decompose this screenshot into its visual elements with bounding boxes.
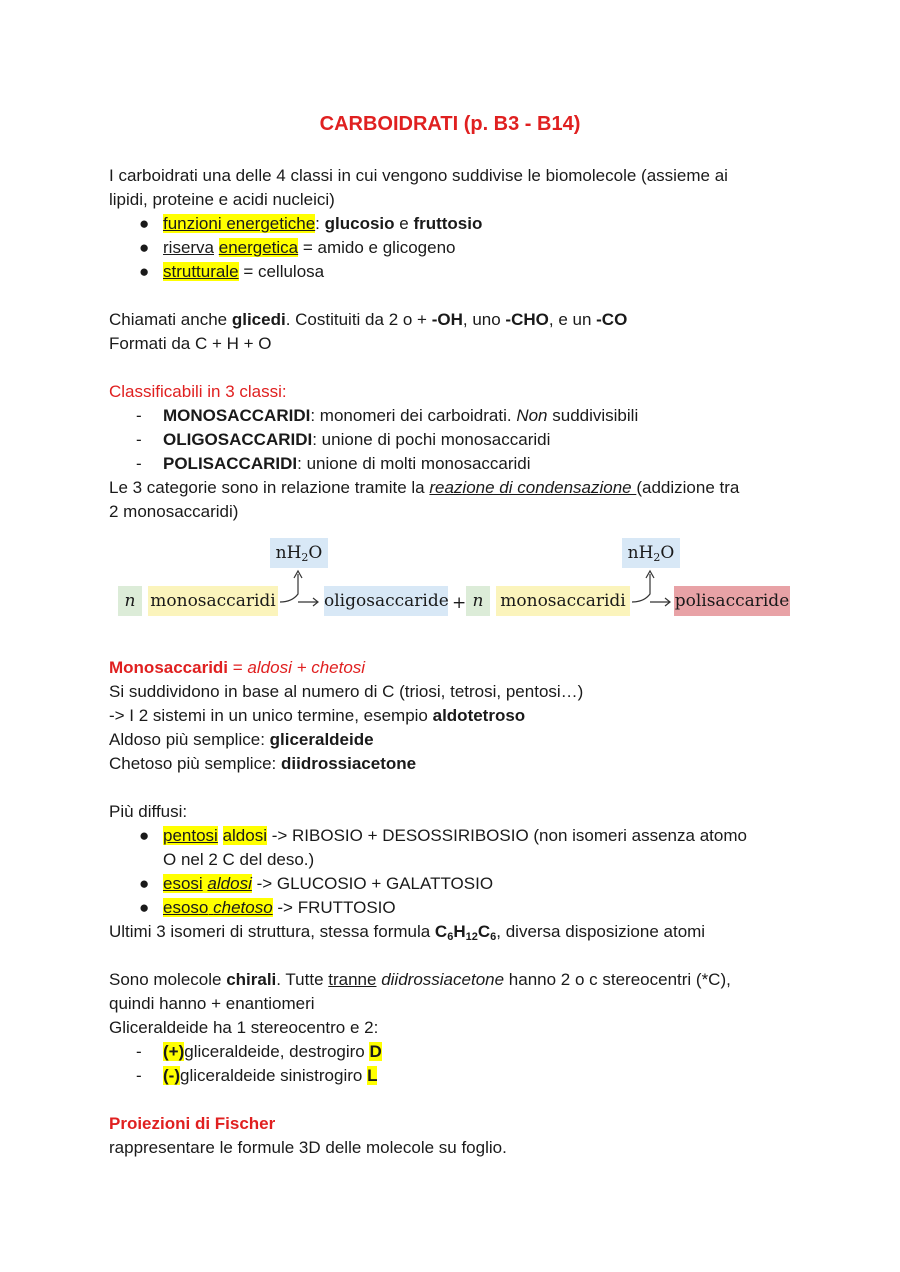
bullet-icon: ● — [139, 826, 150, 845]
formati-line: Formati da C + H + O — [109, 334, 272, 353]
oligosaccaride-box: oligosaccaride — [324, 586, 448, 616]
diffusi-heading: Più diffusi: — [109, 802, 188, 821]
reaction-arrow-icon — [278, 568, 320, 608]
mono-heading: Monosaccaridi = aldosi + chetosi — [109, 658, 366, 677]
monosaccaridi-box: monosaccaridi — [148, 586, 278, 616]
polisaccaride-box: polisaccaride — [674, 586, 790, 616]
fischer-heading: Proiezioni di Fischer — [109, 1114, 276, 1133]
mono-line-1: Si suddividono in base al numero di C (triosi, tetrosi, pentosi…) — [109, 682, 584, 701]
bullet-icon: ● — [139, 898, 150, 917]
chirali-line-2: quindi hanno + enantiomeri — [109, 994, 315, 1013]
condensation-diagram — [118, 536, 798, 626]
n-box: n — [118, 586, 142, 616]
water-box-2: $nH_2O$ — [622, 538, 680, 568]
relazione-line: Le 3 categorie sono in relazione tramite la reazione di condensazione (addizione tra — [109, 478, 740, 497]
intro-line-1: I carboidrati una delle 4 classi in cui vengono suddivise le biomolecole (assieme ai — [109, 166, 728, 185]
mono-line-4: Chetoso più semplice: diidrossiacetone — [109, 754, 417, 773]
chirali-line: Sono molecole chirali. Tutte tranne diidrossiacetone hanno 2 o c stereocentri (*C), — [109, 970, 731, 989]
intro-line-2: lipidi, proteine e acidi nucleici) — [109, 190, 335, 209]
relazione-line-2: 2 monosaccaridi) — [109, 502, 239, 521]
bullet-icon: ● — [139, 262, 150, 281]
n-box: n — [466, 586, 490, 616]
monosaccaridi-box: monosaccaridi — [496, 586, 630, 616]
page-title: CARBOIDRATI (p. B3 - B14) — [319, 113, 581, 135]
bullet-icon: ● — [139, 214, 150, 233]
mono-line-3: Aldoso più semplice: gliceraldeide — [109, 730, 374, 749]
water-box-1: $nH_2O$ — [270, 538, 328, 568]
reaction-arrow-icon — [630, 568, 672, 608]
mono-line-2: -> I 2 sistemi in un unico termine, esempio aldotetroso — [109, 706, 526, 725]
fischer-text: rappresentare le formule 3D delle molecole su foglio. — [109, 1138, 507, 1157]
classi-heading: Classificabili in 3 classi: — [109, 382, 287, 401]
formula-line: Ultimi 3 isomeri di struttura, stessa formula $C_6H_{12}C_6$, diversa disposizione atomi — [109, 922, 706, 943]
glicedi-line: Chiamati anche glicedi. Costituiti da 2 o + -OH, uno -CHO, e un -CO — [109, 310, 628, 329]
plus-sign: + — [452, 593, 467, 613]
bullet-icon: ● — [139, 238, 150, 257]
chirali-line-3: Gliceraldeide ha 1 stereocentro e 2: — [109, 1018, 379, 1037]
bullet-icon: ● — [139, 874, 150, 893]
